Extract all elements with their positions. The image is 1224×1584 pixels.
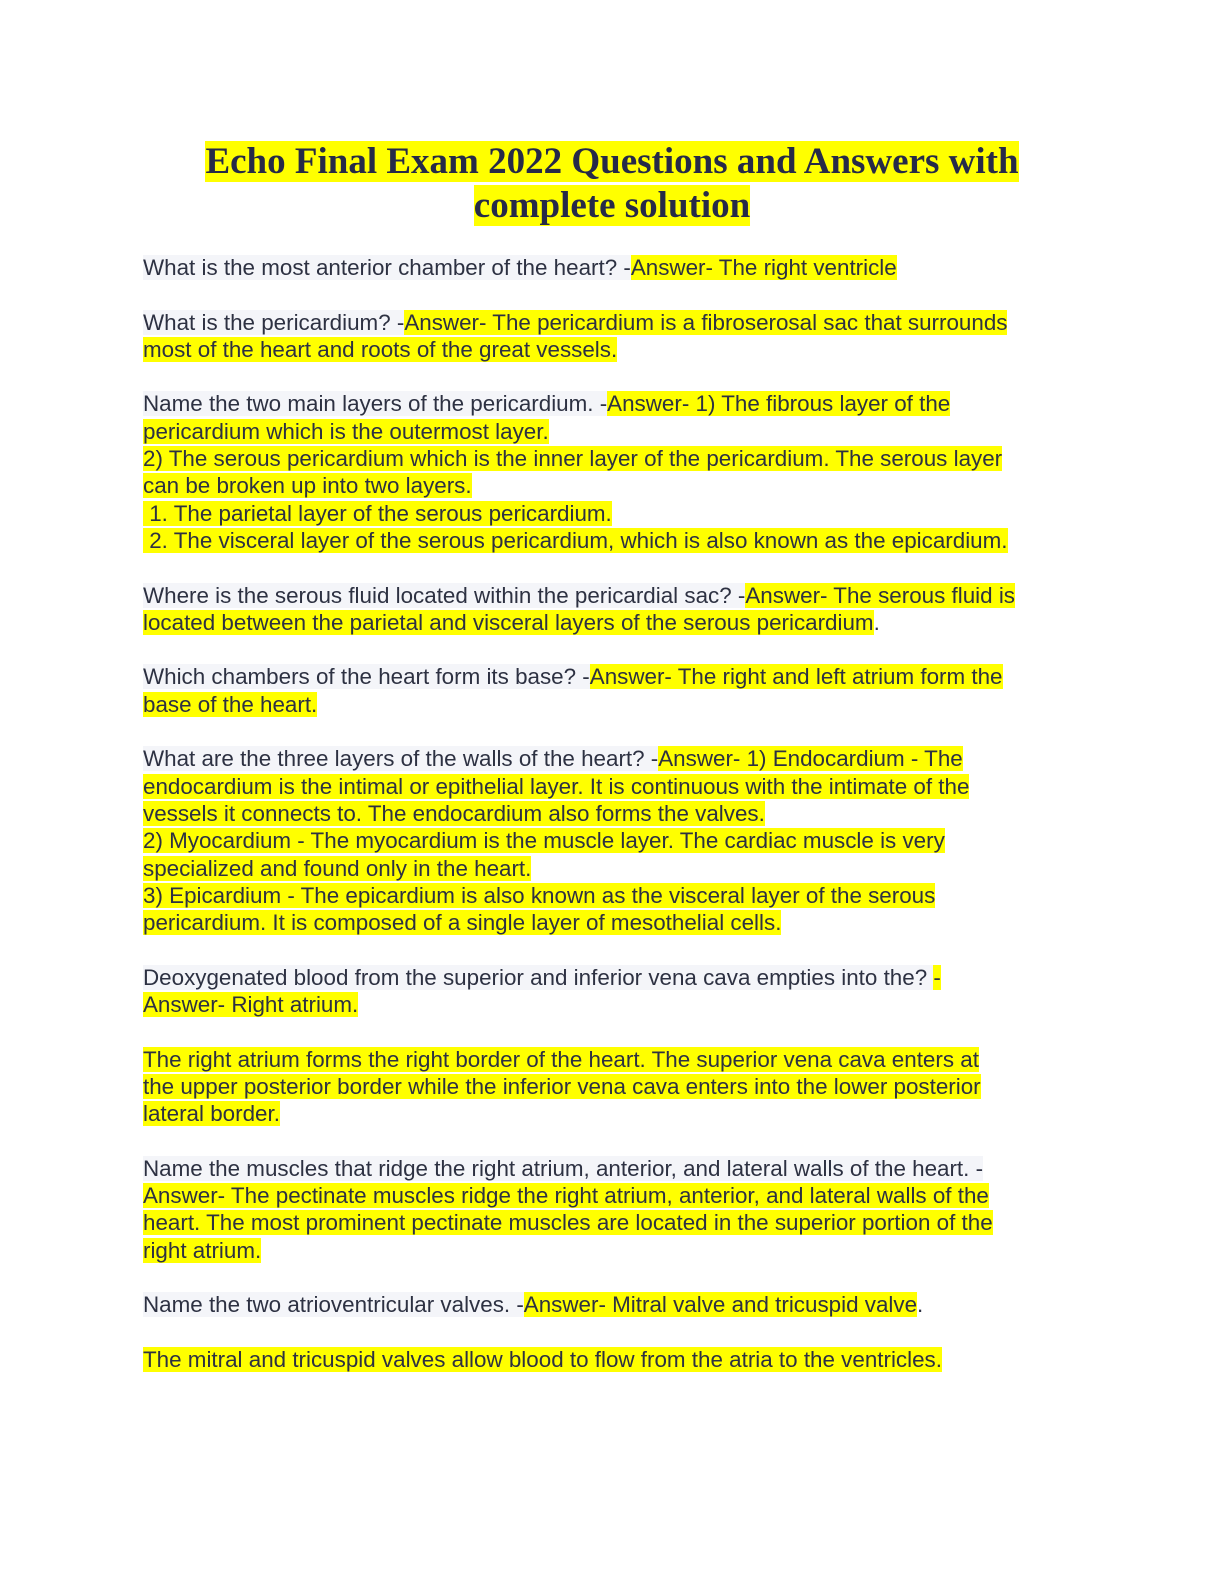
question-text: What are the three layers of the walls of the heart? - xyxy=(143,746,659,772)
answer-text: 2) The serous pericardium which is the inner layer of the pericardium. The serous layer xyxy=(143,446,1003,472)
answer-text: Answer- Right atrium. xyxy=(143,992,359,1018)
answer-text: 2. The visceral layer of the serous pericardium, which is also known as the epicardium. xyxy=(143,527,1008,553)
note-text: The right atrium forms the right border of the heart. The superior vena cava enters at xyxy=(143,1046,979,1072)
question-text: Name the muscles that ridge the right atrium, anterior, and lateral walls of the heart. - xyxy=(143,1155,984,1181)
question-text: Name the two main layers of the pericardium. - xyxy=(143,391,608,417)
note-item xyxy=(143,1046,1083,1128)
answer-text: Answer- The pericardium is a fibroserosal sac that surrounds xyxy=(404,309,1008,335)
note-text: lateral border. xyxy=(143,1101,280,1127)
note-text: the upper posterior border while the inferior vena cava enters into the lower posterior xyxy=(143,1073,981,1099)
answer-text: Answer- Mitral valve and tricuspid valve xyxy=(523,1292,918,1318)
qa-item xyxy=(143,663,1083,718)
answer-text: 3) Epicardium - The epicardium is also known as the visceral layer of the serous xyxy=(143,882,936,908)
answer-text: endocardium is the intimal or epithelial layer. It is continuous with the intimate of the xyxy=(143,773,970,799)
answer-text: pericardium. It is composed of a single layer of mesothelial cells. xyxy=(143,910,782,936)
answer-text: Answer- The right and left atrium form the xyxy=(589,664,1003,690)
answer-text: most of the heart and roots of the great vessels. xyxy=(143,336,618,362)
qa-item xyxy=(143,1291,1083,1318)
qa-item xyxy=(143,745,1083,936)
answer-text: base of the heart. xyxy=(143,691,318,717)
qa-item xyxy=(143,582,1083,637)
title-line-1: Echo Final Exam 2022 Questions and Answers with xyxy=(205,141,1019,182)
answer-text: pericardium which is the outermost layer. xyxy=(143,418,549,444)
qa-item xyxy=(143,254,1083,281)
question-text: Where is the serous fluid located within the pericardial sac? - xyxy=(143,582,746,608)
note-item xyxy=(143,1346,1083,1373)
answer-text: Answer- The right ventricle xyxy=(630,255,897,280)
question-text: What is the pericardium? - xyxy=(143,309,405,335)
answer-tail: . xyxy=(917,1292,924,1318)
answer-text: Answer- The serous fluid is xyxy=(745,582,1015,608)
answer-text: Answer- 1) Endocardium - The xyxy=(658,746,963,772)
qa-item xyxy=(143,390,1083,554)
answer-text: specialized and found only in the heart. xyxy=(143,855,532,881)
answer-text: located between the parietal and visceral layers of the serous pericardium xyxy=(143,609,874,635)
qa-item xyxy=(143,964,1083,1019)
answer-text: vessels it connects to. The endocardium also forms the valves. xyxy=(143,800,765,826)
answer-text: - xyxy=(933,964,941,990)
answer-text: can be broken up into two layers. xyxy=(143,473,472,499)
question-text: Deoxygenated blood from the superior and inferior vena cava empties into the? xyxy=(143,964,934,990)
title-line-2: complete solution xyxy=(473,185,751,226)
answer-text: 2) Myocardium - The myocardium is the muscle layer. The cardiac muscle is very xyxy=(143,828,945,854)
question-text: Name the two atrioventricular valves. - xyxy=(143,1292,524,1318)
answer-text: Answer- 1) The fibrous layer of the xyxy=(607,391,951,417)
answer-text: heart. The most prominent pectinate muscles are located in the superior portion of the xyxy=(143,1210,993,1236)
answer-tail: . xyxy=(873,609,880,635)
page-title xyxy=(140,140,1084,228)
answer-text: right atrium. xyxy=(143,1237,262,1263)
question-text: What is the most anterior chamber of the heart? - xyxy=(143,255,631,280)
question-text: Which chambers of the heart form its base? - xyxy=(143,664,590,690)
answer-text: 1. The parietal layer of the serous pericardium. xyxy=(143,500,612,526)
qa-item xyxy=(143,309,1083,364)
answer-text: Answer- The pectinate muscles ridge the right atrium, anterior, and lateral walls of the xyxy=(143,1183,989,1209)
qa-list xyxy=(143,254,1083,1400)
qa-item xyxy=(143,1155,1083,1264)
note-text: The mitral and tricuspid valves allow blood to flow from the atria to the ventricles. xyxy=(143,1346,942,1372)
